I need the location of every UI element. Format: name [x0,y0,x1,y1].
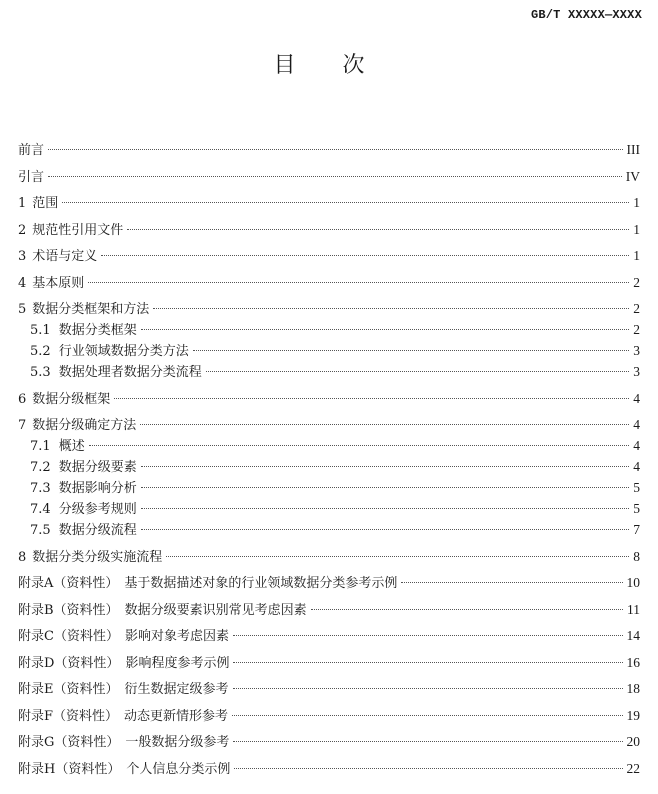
toc-entry-page: 2 [633,301,640,316]
dot-leader [48,149,622,150]
standard-code: GB/T XXXXX—XXXX [530,8,642,22]
toc-entry[interactable] [18,389,640,410]
toc-entry[interactable] [18,246,640,267]
toc-entry-page: 4 [633,438,640,453]
toc-entry-number: 附录H（资料性） [18,761,121,777]
dot-leader [127,229,629,230]
toc-entry[interactable] [18,547,640,568]
dot-leader [141,466,630,467]
toc-entry-page: 2 [633,274,640,290]
toc-entry-number: 5.3 [30,365,51,380]
toc-entry-number: 附录E（资料性） [18,682,119,697]
toc-entry-page: 1 [633,248,640,263]
toc-entry-page: 3 [633,343,640,358]
toc-entry-label: 衍生数据定级参考 [124,682,229,697]
toc-entry-label: 影响对象考虑因素 [124,629,229,644]
toc-entry-label: 数据处理者数据分类流程 [58,365,202,380]
toc-entry-label: 动态更新情形参考 [124,708,229,724]
toc-entry-label: 概述 [58,439,85,454]
toc-entry-label: 一般数据分级参考 [125,735,230,750]
dot-leader [166,556,629,557]
toc-entry-page: 1 [633,221,640,237]
toc-entry-label: 数据分级要素 [58,460,137,475]
toc-entry-number: 2 [18,222,27,238]
page-title: 目 次 [273,53,385,78]
dot-leader [101,255,629,256]
dot-leader [141,487,630,488]
dot-leader [233,741,622,742]
toc-entry-label: 数据分类框架 [58,323,137,338]
dot-leader [234,768,622,769]
dot-leader [206,371,630,372]
toc-entry-label: 引言 [18,169,45,185]
toc-entry-label: 数据影响分析 [58,481,137,496]
toc-entry-number: 附录C（资料性） [18,629,119,644]
toc-entry-number: 7.5 [30,523,51,538]
dot-leader [233,635,623,636]
toc-entry-page: 5 [633,480,640,495]
toc-entry[interactable] [18,341,640,362]
toc-entry-page: 1 [633,195,640,210]
toc-entry-page: 16 [626,654,640,670]
toc-entry[interactable] [18,520,640,541]
toc-entry-page: 14 [626,628,640,643]
dot-leader [401,582,622,583]
toc-entry[interactable] [18,600,640,621]
dot-leader [89,445,630,446]
toc-entry-label: 前言 [18,143,45,158]
toc-entry[interactable] [18,759,640,780]
dot-leader [88,282,629,283]
dot-leader [311,609,623,610]
toc-entry-page: IV [625,168,640,184]
toc-entry-label: 范围 [32,196,59,211]
toc-entry-label: 分级参考规则 [58,502,137,517]
toc-entry[interactable] [18,320,640,341]
toc-entry[interactable] [18,653,640,674]
toc-entry-page: III [626,142,640,157]
toc-entry-number: 附录F（资料性） [18,708,119,724]
toc-entry-label: 术语与定义 [32,249,98,264]
toc-entry-number: 5.2 [30,344,51,359]
toc-entry-number: 7.2 [30,460,51,475]
toc-entry[interactable] [18,478,640,499]
toc-entry[interactable] [18,362,640,383]
toc-entry-number: 5 [18,302,27,317]
toc-entry-page: 19 [626,707,640,723]
toc-entry[interactable] [18,193,640,214]
toc-entry-page: 20 [626,734,640,749]
toc-entry-number: 4 [18,275,27,291]
toc-entry[interactable] [18,573,640,594]
toc-entry[interactable] [18,273,640,294]
toc-entry-label: 数据分级框架 [32,391,111,407]
toc-entry-number: 附录B（资料性） [18,602,119,618]
toc-entry-label: 数据分级确定方法 [32,418,137,433]
dot-leader [141,508,630,509]
dot-leader [193,350,630,351]
toc-entry-page: 4 [633,417,640,432]
toc-entry[interactable] [18,436,640,457]
toc-entry[interactable] [18,499,640,520]
toc-entry[interactable] [18,167,640,188]
dot-leader [140,424,629,425]
toc-entry-number: 7 [18,418,27,433]
toc-entry[interactable] [18,220,640,241]
toc-entry-page: 10 [626,575,640,590]
toc-entry[interactable] [18,415,640,436]
toc-entry-page: 22 [626,760,640,776]
toc-entry-label: 规范性引用文件 [32,222,124,238]
toc-entry-label: 基本原则 [32,275,85,291]
toc-entry-page: 4 [633,390,640,406]
toc-entry[interactable] [18,732,640,753]
toc-entry-label: 影响程度参考示例 [125,655,230,671]
toc-entry-number: 3 [18,249,27,264]
toc-entry-label: 个人信息分类示例 [126,761,231,777]
toc-entry-page: 2 [633,322,640,337]
dot-leader [141,329,630,330]
dot-leader [233,688,623,689]
toc-entry[interactable] [18,457,640,478]
toc-entry-label: 数据分类框架和方法 [32,302,150,317]
toc-entry-label: 基于数据描述对象的行业领域数据分类参考示例 [124,576,398,591]
dot-leader [141,529,630,530]
toc-entry-number: 8 [18,549,27,565]
toc-entry-page: 8 [633,548,640,564]
toc-entry-label: 数据分级流程 [58,523,137,538]
toc-entry-number: 6 [18,391,27,407]
toc-entry-page: 18 [626,681,640,696]
dot-leader [114,398,629,399]
toc-entry-page: 7 [633,522,640,537]
toc-entry[interactable] [18,140,640,161]
toc-entry[interactable] [18,299,640,320]
toc-entry-label: 数据分级要素识别常见考虑因素 [124,602,307,618]
dot-leader [232,715,622,716]
toc-entry-page: 5 [633,501,640,516]
toc-entry-label: 数据分类分级实施流程 [32,549,163,565]
toc-entry-number: 7.4 [30,502,51,517]
toc-entry-number: 7.1 [30,439,51,454]
toc-entry-page: 4 [633,459,640,474]
toc-entry[interactable] [18,679,640,700]
toc-entry-number: 附录D（资料性） [18,655,120,671]
toc-entry-number: 1 [18,196,27,211]
dot-leader [233,662,622,663]
toc-entry-number: 附录G（资料性） [18,735,120,750]
toc-entry-label: 行业领域数据分类方法 [58,344,189,359]
toc-entry[interactable] [18,626,640,647]
dot-leader [48,176,622,177]
toc-entry-number: 5.1 [30,323,51,338]
dot-leader [153,308,629,309]
table-of-contents [18,140,640,780]
toc-entry-page: 3 [633,364,640,379]
toc-entry-number: 附录A（资料性） [18,576,119,591]
dot-leader [62,202,629,203]
toc-entry[interactable] [18,706,640,727]
toc-entry-number: 7.3 [30,481,51,496]
toc-entry-page: 11 [627,601,640,617]
